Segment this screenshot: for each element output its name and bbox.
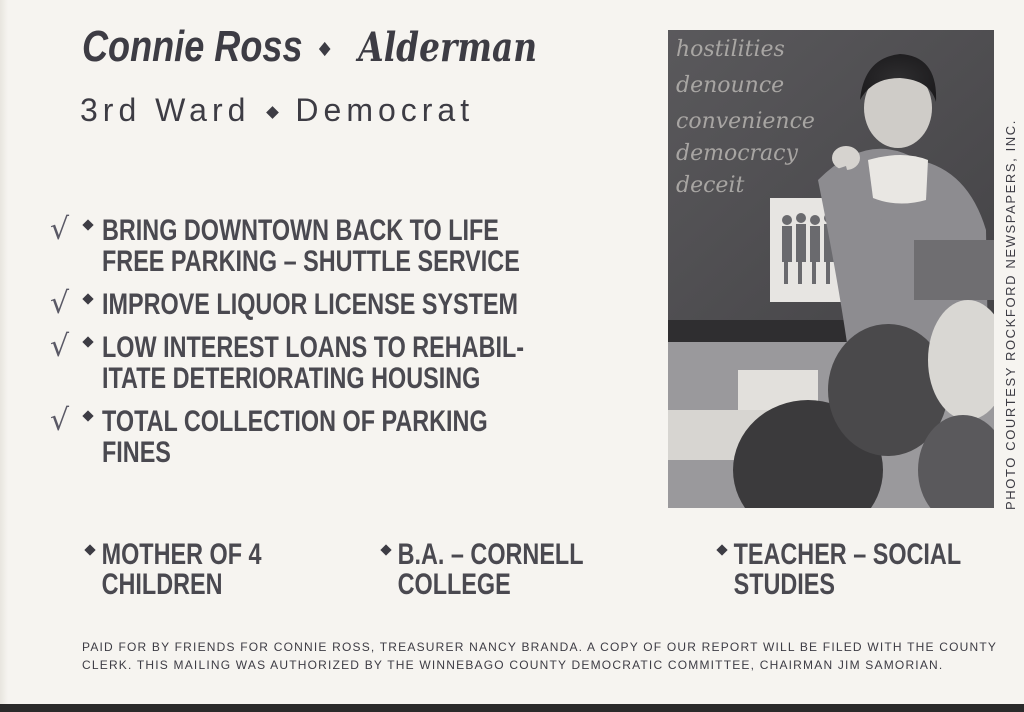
- chalk-word: hostilities: [676, 37, 785, 62]
- classroom-photo-illustration: [668, 30, 994, 508]
- platform-item: [50, 329, 650, 395]
- chalk-word: convenience: [676, 109, 815, 134]
- platform-item-text: IMPROVE LIQUOR LICENSE SYSTEM: [102, 288, 519, 321]
- platform-item-text: LOW INTEREST LOANS TO REHABIL- ITATE DETERIORATING HOUSING: [102, 331, 525, 395]
- bio-item-text: MOTHER OF 4 CHILDREN: [101, 538, 262, 601]
- candidate-photo: [668, 30, 994, 508]
- platform-list: [50, 212, 650, 480]
- diamond-separator-icon: [319, 42, 331, 56]
- platform-item-text: TOTAL COLLECTION OF PARKING FINES: [102, 405, 488, 469]
- card-edge: [0, 0, 8, 712]
- platform-item-text: BRING DOWNTOWN BACK TO LIFE FREE PARKING – SHUTTLE SERVICE: [102, 214, 520, 278]
- bio-item: [718, 540, 1024, 600]
- header-ward-line: [80, 92, 474, 129]
- lectern: [914, 240, 994, 300]
- bio-item: [86, 540, 406, 600]
- party-label: Democrat: [295, 92, 475, 128]
- photo-credit: PHOTO COURTESY ROCKFORD NEWSPAPERS, INC.: [1003, 119, 1018, 510]
- handwritten-check-icon: √: [50, 286, 70, 321]
- office-title: Alderman: [358, 24, 538, 71]
- chalk-word: denounce: [676, 73, 785, 98]
- diamond-bullet-icon: [82, 293, 93, 304]
- diamond-bullet-icon: [82, 219, 93, 230]
- platform-item: [50, 212, 650, 278]
- bio-item-text: B.A. – CORNELL COLLEGE: [397, 538, 584, 601]
- platform-item: [50, 403, 650, 469]
- bio-item: [382, 540, 702, 600]
- bio-item-text: TEACHER – SOCIAL STUDIES: [733, 538, 962, 601]
- platform-item: [50, 286, 650, 321]
- diamond-bullet-icon: [82, 410, 93, 421]
- handwritten-check-icon: √: [50, 212, 70, 247]
- chalk-word: democracy: [676, 141, 798, 166]
- candidate-name: Connie Ross: [82, 22, 303, 71]
- diamond-separator-icon: [267, 106, 280, 119]
- header-name-line: [82, 22, 537, 72]
- ward-label: 3rd Ward: [80, 92, 251, 128]
- paid-for-disclaimer: PAID FOR BY FRIENDS FOR CONNIE ROSS, TREASURER NANCY BRANDA. A COPY OF OUR REPORT WILL BE FILED WITH THE COUNTY CLERK. THIS MAILING WAS AUTHORIZED BY THE WINNEBAGO COUNTY DEMOCRATIC COMMITTEE, CHAIRMAN JIM SAMORIAN.: [82, 640, 997, 672]
- chalk-word: deceit: [676, 173, 745, 198]
- handwritten-check-icon: √: [50, 329, 70, 364]
- card-bottom-edge: [0, 704, 1024, 712]
- handwritten-check-icon: √: [50, 403, 70, 438]
- diamond-bullet-icon: [82, 336, 93, 347]
